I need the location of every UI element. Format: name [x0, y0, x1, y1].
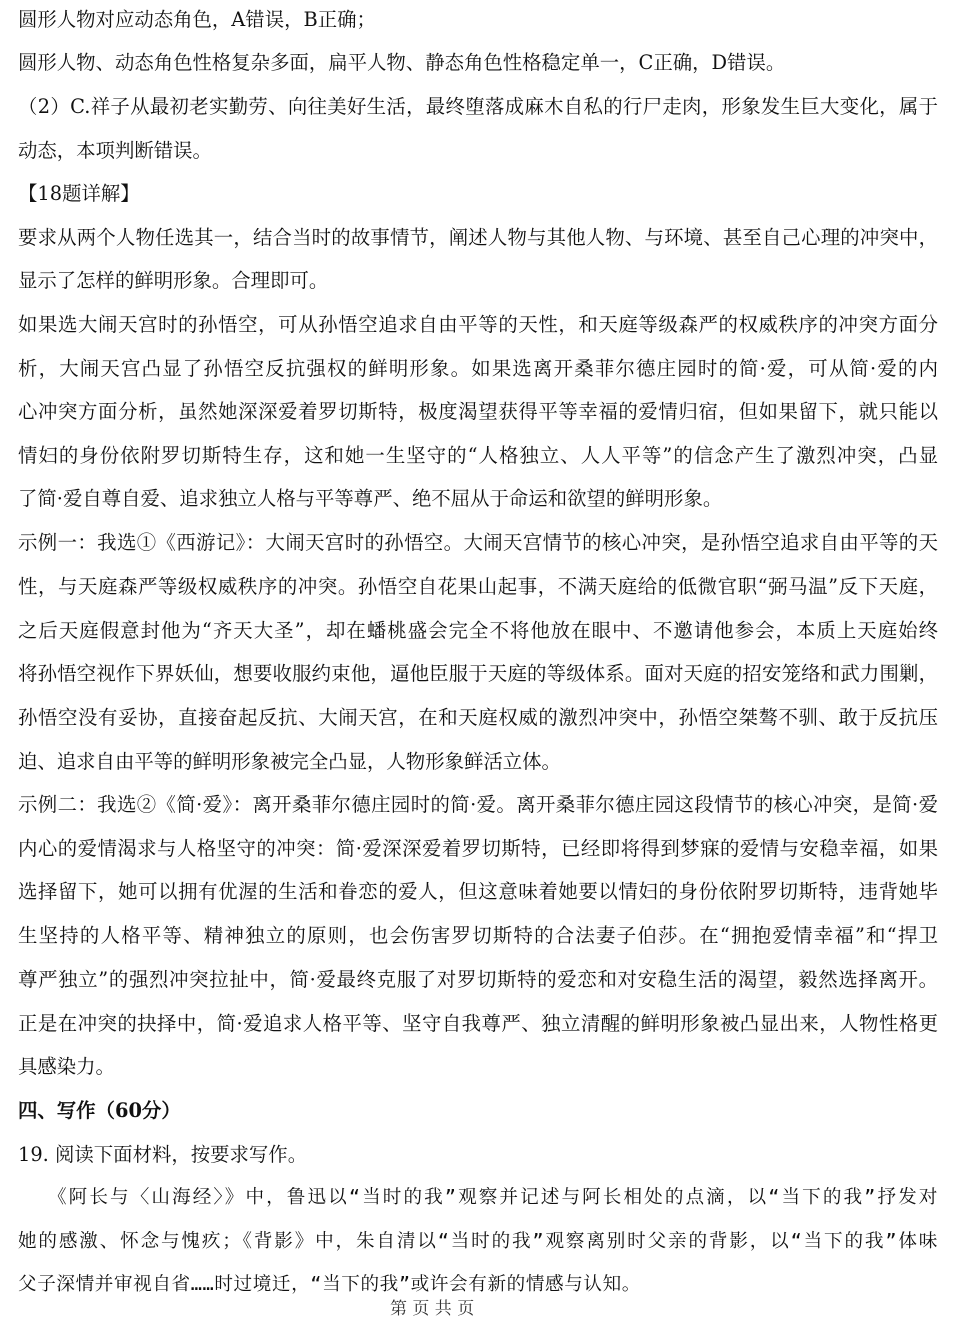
material-line: 《阿长与〈山海经〉》中，鲁迅以“当时的我”观察并记述与阿长相处的点滴，以“当下的我”抒发对 [48, 1187, 938, 1208]
text-line: （2）C.祥子从最初老实勤劳、向往美好生活，最终堕落成麻木自私的行尸走肉，形象发生巨大变化，属于 [18, 95, 938, 118]
text-line: 将孙悟空视作下界妖仙，想要收服约束他，逼他臣服于天庭的等级体系。面对天庭的招安笼络和武力围剿， [18, 662, 938, 685]
text-line: 孙悟空没有妥协，直接奋起反抗、大闹天宫，在和天庭权威的激烈冲突中，孙悟空桀骜不驯、敢于反抗压 [18, 706, 938, 729]
text-line: 生坚持的人格平等、精神独立的原则，也会伤害罗切斯特的合法妻子伯莎。在“拥抱爱情幸福”和“捍卫 [18, 924, 938, 947]
text-line: 圆形人物、动态角色性格复杂多面，扁平人物、静态角色性格稳定单一，C正确，D错误。 [18, 51, 786, 74]
text-line: 尊严独立”的强烈冲突拉扯中，简·爱最终克服了对罗切斯特的爱恋和对安稳生活的渴望，毅然选择离开。 [18, 968, 938, 991]
text-line: 性，与天庭森严等级权威秩序的冲突。孙悟空自花果山起事，不满天庭给的低微官职“弼马温”反下天庭， [18, 575, 938, 598]
text-line: 正是在冲突的抉择中，简·爱追求人格平等、坚守自我尊严、独立清醒的鲜明形象被凸显出来，人物性格更 [18, 1012, 938, 1035]
text-line: 析，大闹天宫凸显了孙悟空反抗强权的鲜明形象。如果选离开桑菲尔德庄园时的简·爱，可从简·爱的内 [18, 357, 938, 380]
text-line: 了简·爱自尊自爱、追求独立人格与平等尊严、绝不屈从于命运和欲望的鲜明形象。 [18, 487, 723, 510]
text-line: 选择留下，她可以拥有优渥的生活和眷恋的爱人，但这意味着她要以情妇的身份依附罗切斯特，违背她毕 [18, 880, 938, 903]
text-line: 圆形人物对应动态角色，A错误，B正确； [18, 8, 376, 31]
text-line: 之后天庭假意封他为“齐天大圣”，却在蟠桃盛会完全不将他放在眼中、不邀请他参会，本质上天庭始终 [18, 619, 938, 642]
text-line: 迫、追求自由平等的鲜明形象被完全凸显，人物形象鲜活立体。 [18, 750, 561, 773]
question-line: 19. 阅读下面材料，按要求写作。 [18, 1143, 308, 1166]
text-line: 动态，本项判断错误。 [18, 139, 212, 162]
text-line: 情妇的身份依附罗切斯特生存，这和她一生坚守的“人格独立、人人平等”的信念产生了激烈冲突，凸显 [18, 444, 938, 467]
text-line: 示例二：我选②《简·爱》：离开桑菲尔德庄园时的简·爱。离开桑菲尔德庄园这段情节的核心冲突，是简·爱 [18, 793, 938, 816]
material-line: 她的感激、怀念与愧疚；《背影》中，朱自清以“当时的我”观察离别时父亲的背影，以“当下的我”体味 [18, 1231, 938, 1252]
text-line: 具感染力。 [18, 1055, 115, 1078]
text-line: 要求从两个人物任选其一，结合当时的故事情节，阐述人物与其他人物、与环境、甚至自己心理的冲突中， [18, 226, 938, 249]
text-line: 心冲突方面分析，虽然她深深爱着罗切斯特，极度渴望获得平等幸福的爱情归宿，但如果留下，就只能以 [18, 400, 938, 423]
section-heading: 四、写作（60分） [18, 1099, 181, 1122]
text-line: 如果选大闹天宫时的孙悟空，可从孙悟空追求自由平等的天性，和天庭等级森严的权威秩序的冲突方面分 [18, 313, 938, 336]
section-heading: 【18题详解】 [18, 182, 140, 205]
text-line: 显示了怎样的鲜明形象。合理即可。 [18, 269, 329, 292]
text-line: 内心的爱情渴求与人格坚守的冲突：简·爱深深爱着罗切斯特，已经即将得到梦寐的爱情与安稳幸福，如果 [18, 837, 938, 860]
text-line: 示例一：我选①《西游记》：大闹天宫时的孙悟空。大闹天宫情节的核心冲突，是孙悟空追求自由平等的天 [18, 531, 938, 554]
material-line: 父子深情并审视自省……时过境迁，“当下的我”或许会有新的情感与认知。 [18, 1274, 641, 1295]
page-footer: 第 页 共 页 [390, 1299, 475, 1319]
